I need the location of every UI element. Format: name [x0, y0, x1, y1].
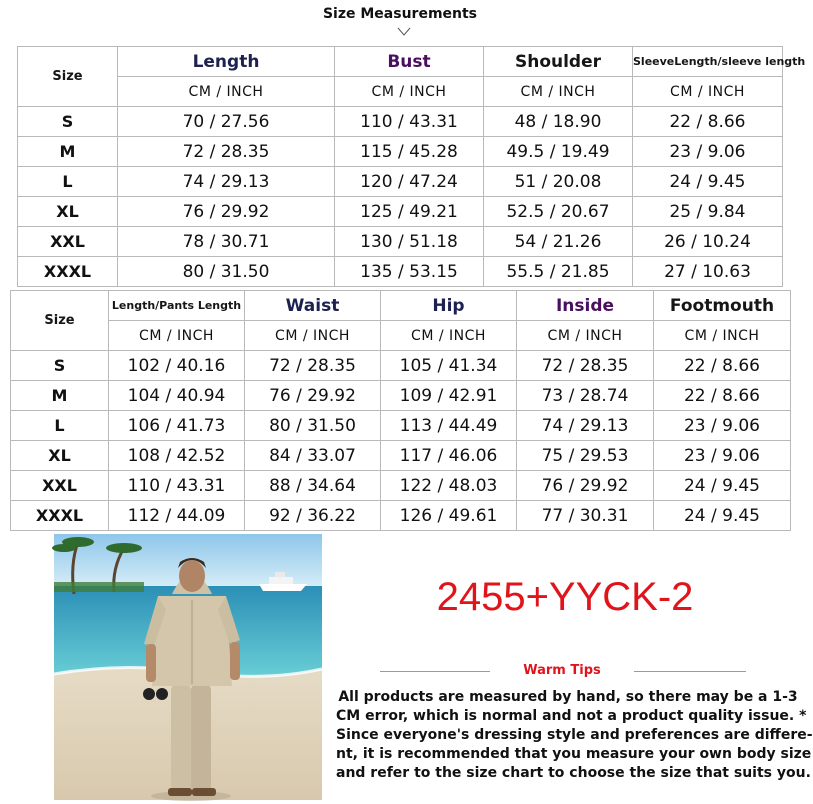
table-cell: 104 / 40.94 — [109, 381, 245, 411]
column-header-bust: Bust — [335, 47, 484, 77]
table-cell: 120 / 47.24 — [335, 167, 484, 197]
table-cell: 122 / 48.03 — [381, 471, 517, 501]
table-cell: 70 / 27.56 — [118, 107, 335, 137]
table-cell: 84 / 33.07 — [245, 441, 381, 471]
size-label: S — [18, 107, 118, 137]
table-cell: 24 / 9.45 — [654, 501, 791, 531]
warm-tips-line: Since everyone's dressing style and preferences are differe- — [336, 727, 813, 743]
table-cell: 76 / 29.92 — [118, 197, 335, 227]
size-label: S — [11, 351, 109, 381]
chevron-down-icon — [398, 28, 410, 36]
size-label: XXXL — [11, 501, 109, 531]
table-cell: 22 / 8.66 — [654, 381, 791, 411]
column-header-hip: Hip — [381, 291, 517, 321]
warm-tips-line: and refer to the size chart to choose the size that suits you. — [336, 765, 811, 781]
divider-left — [380, 671, 490, 672]
size-column-header: Size — [11, 291, 109, 351]
size-label: L — [18, 167, 118, 197]
size-label: XXXL — [18, 257, 118, 287]
unit-label: CM / INCH — [484, 77, 633, 107]
table-cell: 80 / 31.50 — [118, 257, 335, 287]
table-row — [18, 197, 783, 227]
table-cell: 55.5 / 21.85 — [484, 257, 633, 287]
product-code: 2455+YYCK-2 — [436, 575, 694, 619]
column-header-inside: Inside — [517, 291, 654, 321]
table-cell: 92 / 36.22 — [245, 501, 381, 531]
column-header-pants-length: Length/Pants Length — [109, 291, 245, 321]
table-cell: 52.5 / 20.67 — [484, 197, 633, 227]
table-cell: 26 / 10.24 — [633, 227, 783, 257]
unit-label: CM / INCH — [118, 77, 335, 107]
table-cell: 126 / 49.61 — [381, 501, 517, 531]
unit-label: CM / INCH — [633, 77, 783, 107]
table-cell: 24 / 9.45 — [654, 471, 791, 501]
table-cell: 74 / 29.13 — [517, 411, 654, 441]
table-cell: 48 / 18.90 — [484, 107, 633, 137]
table-cell: 88 / 34.64 — [245, 471, 381, 501]
size-label: XL — [18, 197, 118, 227]
table-cell: 49.5 / 19.49 — [484, 137, 633, 167]
table-cell: 73 / 28.74 — [517, 381, 654, 411]
table-cell: 110 / 43.31 — [335, 107, 484, 137]
table-cell: 113 / 44.49 — [381, 411, 517, 441]
table-row — [11, 351, 791, 381]
table-cell: 72 / 28.35 — [517, 351, 654, 381]
table-cell: 130 / 51.18 — [335, 227, 484, 257]
table-cell: 22 / 8.66 — [633, 107, 783, 137]
table-cell: 75 / 29.53 — [517, 441, 654, 471]
table-cell: 22 / 8.66 — [654, 351, 791, 381]
table-cell: 108 / 42.52 — [109, 441, 245, 471]
bottom-size-table — [10, 290, 791, 531]
table-cell: 117 / 46.06 — [381, 441, 517, 471]
table-cell: 51 / 20.08 — [484, 167, 633, 197]
table-cell: 112 / 44.09 — [109, 501, 245, 531]
table-row — [11, 441, 791, 471]
table-cell: 78 / 30.71 — [118, 227, 335, 257]
table-cell: 27 / 10.63 — [633, 257, 783, 287]
table-cell: 125 / 49.21 — [335, 197, 484, 227]
unit-label: CM / INCH — [335, 77, 484, 107]
table-cell: 72 / 28.35 — [118, 137, 335, 167]
table-row — [11, 501, 791, 531]
column-header-shoulder: Shoulder — [484, 47, 633, 77]
column-header-waist: Waist — [245, 291, 381, 321]
table-cell: 72 / 28.35 — [245, 351, 381, 381]
column-header-length: Length — [118, 47, 335, 77]
table-cell: 110 / 43.31 — [109, 471, 245, 501]
warm-tips-text — [336, 688, 813, 783]
table-cell: 109 / 42.91 — [381, 381, 517, 411]
table-cell: 76 / 29.92 — [245, 381, 381, 411]
unit-label: CM / INCH — [517, 321, 654, 351]
size-column-header: Size — [18, 47, 118, 107]
product-photo — [54, 534, 322, 800]
table-cell: 24 / 9.45 — [633, 167, 783, 197]
table-row — [11, 471, 791, 501]
table-cell: 76 / 29.92 — [517, 471, 654, 501]
table-cell: 23 / 9.06 — [633, 137, 783, 167]
table-cell: 77 / 30.31 — [517, 501, 654, 531]
warm-tips-line: nt, it is recommended that you measure your own body size — [336, 746, 812, 762]
table-cell: 102 / 40.16 — [109, 351, 245, 381]
table-cell: 54 / 21.26 — [484, 227, 633, 257]
size-label: M — [11, 381, 109, 411]
warm-tips-title: Warm Tips — [523, 663, 601, 678]
table-cell: 25 / 9.84 — [633, 197, 783, 227]
table-cell: 115 / 45.28 — [335, 137, 484, 167]
unit-label: CM / INCH — [381, 321, 517, 351]
table-row — [11, 381, 791, 411]
table-cell: 23 / 9.06 — [654, 411, 791, 441]
divider-right — [634, 671, 746, 672]
warm-tips-line: All products are measured by hand, so there may be a 1-3 — [338, 689, 798, 705]
table-row — [18, 137, 783, 167]
table-row — [18, 107, 783, 137]
table-row — [18, 257, 783, 287]
column-header-sleeve-length: SleeveLength/sleeve length — [633, 47, 783, 77]
size-label: M — [18, 137, 118, 167]
unit-label: CM / INCH — [245, 321, 381, 351]
unit-label: CM / INCH — [109, 321, 245, 351]
column-header-footmouth: Footmouth — [654, 291, 791, 321]
table-cell: 106 / 41.73 — [109, 411, 245, 441]
table-cell: 74 / 29.13 — [118, 167, 335, 197]
size-label: L — [11, 411, 109, 441]
table-row — [18, 227, 783, 257]
unit-label: CM / INCH — [654, 321, 791, 351]
top-size-table — [17, 46, 806, 287]
table-cell: 135 / 53.15 — [335, 257, 484, 287]
page-title: Size Measurements — [322, 6, 478, 22]
table-cell: 23 / 9.06 — [654, 441, 791, 471]
size-label: XL — [11, 441, 109, 471]
table-cell: 105 / 41.34 — [381, 351, 517, 381]
table-row — [18, 167, 783, 197]
size-label: XXL — [11, 471, 109, 501]
table-row — [11, 411, 791, 441]
warm-tips-line: CM error, which is normal and not a product quality issue. * — [336, 708, 807, 724]
size-label: XXL — [18, 227, 118, 257]
table-cell: 80 / 31.50 — [245, 411, 381, 441]
